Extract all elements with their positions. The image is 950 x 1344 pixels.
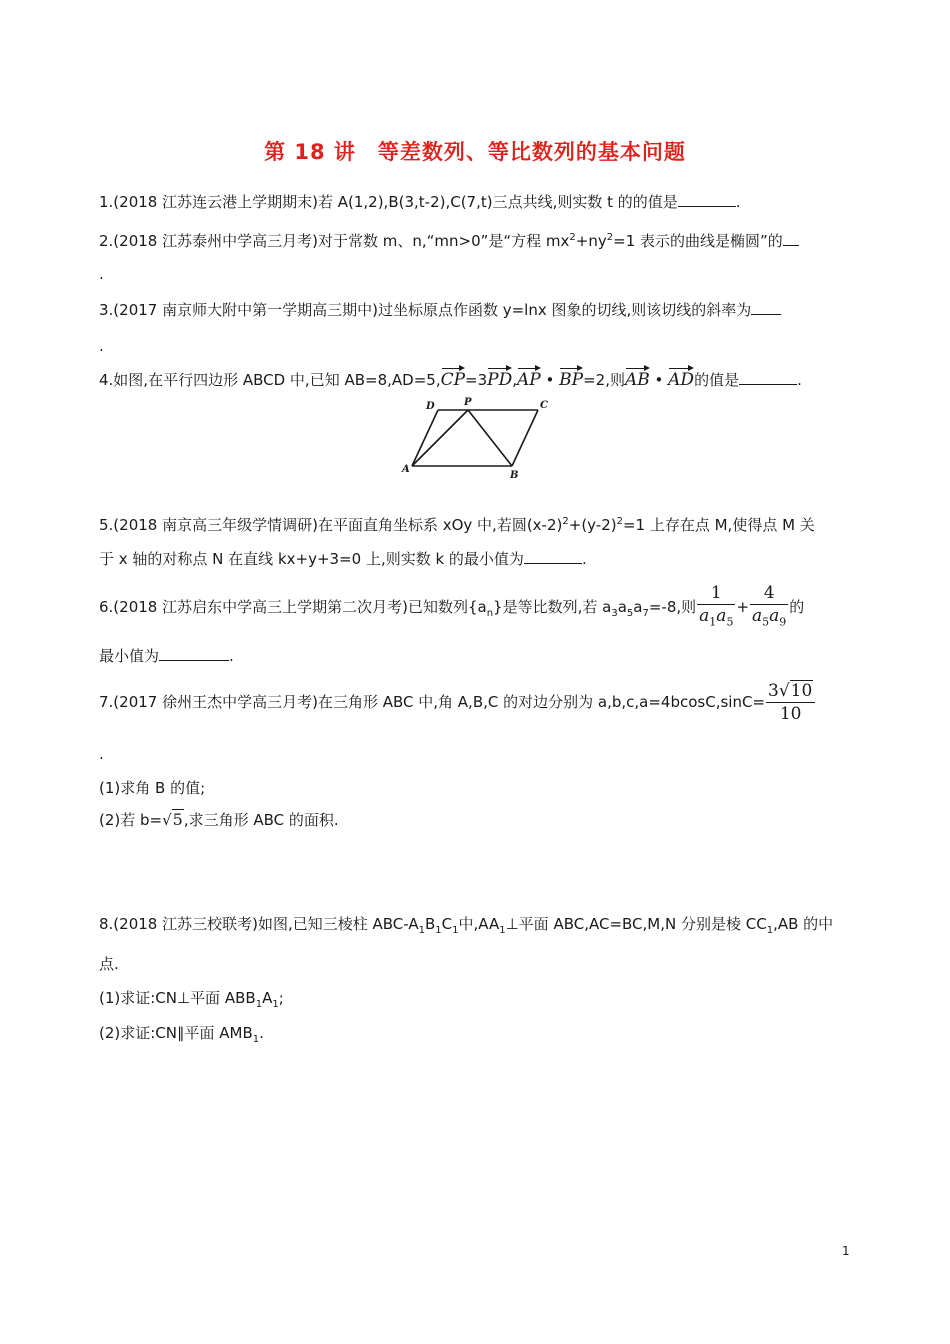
- question-7-end: .: [99, 745, 104, 763]
- parallelogram-figure: [400, 396, 560, 486]
- subscript: 1: [255, 999, 263, 1010]
- subscript: 7: [642, 608, 649, 620]
- vector-pd: PD: [487, 366, 512, 390]
- question-6-text-line-2: 最小值为: [99, 647, 160, 665]
- question-5-end: .: [581, 550, 587, 568]
- question-7-part-2: [99, 810, 339, 830]
- answer-blank: [751, 300, 781, 315]
- question-2-text-b: +ny: [575, 232, 607, 250]
- segment-pb: [468, 410, 512, 466]
- superscript: 2: [606, 232, 614, 243]
- question-8-part-1-text-c: ;: [278, 989, 284, 1007]
- dot-product: •: [540, 371, 560, 389]
- variable: a: [617, 598, 627, 617]
- question-1-end: .: [735, 193, 741, 211]
- question-7-part-1: (1)求角 B 的值;: [99, 779, 206, 797]
- subscript: 9: [779, 615, 787, 629]
- question-7-part-2-text-a: (2)若 b=: [99, 811, 163, 829]
- coefficient: 3: [768, 681, 779, 701]
- label-d: D: [426, 401, 435, 412]
- radical-sign: √: [778, 681, 790, 701]
- question-7-line-1: [99, 680, 816, 725]
- question-8-part-2: [99, 1023, 264, 1050]
- question-5-text-a: 5.(2018 南京高三年级学情调研)在平面直角坐标系 xOy 中,若圆(x-2): [99, 516, 563, 534]
- vector-ad: AD: [668, 366, 694, 390]
- variable: a: [699, 606, 710, 626]
- fraction-4-over-a5a9: [750, 582, 788, 633]
- question-8-part-1: [99, 988, 284, 1015]
- subscript: 1: [766, 925, 774, 936]
- question-8-part-1-text-b: A: [262, 989, 273, 1007]
- vector-ap: AP: [517, 366, 541, 390]
- question-8-text-d: 中,AA: [458, 915, 500, 933]
- subscript: n: [486, 608, 494, 620]
- equation-part: =2,则: [583, 371, 625, 389]
- answer-blank: [783, 231, 799, 246]
- question-1: [99, 192, 741, 212]
- subscript: 5: [626, 608, 634, 620]
- question-8-line-1: [99, 914, 833, 941]
- question-2: [99, 228, 799, 251]
- superscript: 2: [616, 516, 623, 527]
- question-8-line-2: 点.: [99, 955, 119, 973]
- question-4: [99, 366, 802, 390]
- answer-blank: [159, 646, 229, 661]
- question-1-text: 1.(2018 江苏连云港上学期期末)若 A(1,2),B(3,t-2),C(7,t)三点共线,则实数 t 的的值是: [99, 193, 678, 211]
- label-b: B: [510, 470, 519, 481]
- subscript: 1: [272, 999, 279, 1010]
- equation-part: =3: [465, 371, 488, 389]
- subscript: 1: [709, 615, 717, 629]
- variable: a: [716, 606, 727, 626]
- variable: a: [633, 598, 643, 617]
- question-5-text-line-2: 于 x 轴的对称点 N 在直线 kx+y+3=0 上,则实数 k 的最小值为: [99, 550, 524, 568]
- fraction-denominator: 10: [766, 702, 815, 725]
- vector-ab: AB: [625, 366, 650, 390]
- question-6-line-1: [99, 582, 804, 633]
- plus-sign: +: [736, 598, 750, 617]
- question-8-part-2-text-a: (2)求证:CN∥平面 AMB: [99, 1024, 253, 1042]
- question-6-text-c: =-8,则: [648, 598, 697, 617]
- fraction-numerator: 4: [763, 583, 775, 603]
- question-5-text-b: +(y-2): [568, 516, 617, 534]
- question-3-end: .: [99, 337, 104, 355]
- question-5-text-c: =1 上存在点 M,使得点 M 关: [622, 516, 815, 534]
- edge-bc: [512, 410, 538, 466]
- question-6-text-d: 的: [789, 598, 805, 617]
- answer-blank: [678, 192, 736, 207]
- question-8-part-2-text-b: .: [259, 1024, 264, 1042]
- question-3: [99, 300, 781, 320]
- label-p: P: [464, 397, 472, 408]
- question-7-text: 7.(2017 徐州王杰中学高三月考)在三角形 ABC 中,角 A,B,C 的对边分别为 a,b,c,a=4bcosC,sinC=: [99, 693, 765, 711]
- vector-cp: CP: [441, 366, 465, 390]
- dot-product: •: [649, 371, 669, 389]
- answer-blank: [524, 549, 582, 564]
- variable: a: [769, 606, 780, 626]
- label-c: C: [540, 400, 548, 411]
- subscript: 5: [726, 615, 734, 629]
- fraction-numerator: [766, 680, 815, 702]
- question-2-text-a: 2.(2018 江苏泰州中学高三月考)对于常数 m、n,“mn>0”是“方程 mx: [99, 232, 570, 250]
- question-8-part-1-text-a: (1)求证:CN⊥平面 ABB: [99, 989, 256, 1007]
- subscript: 1: [452, 925, 459, 936]
- square-root: [162, 811, 184, 829]
- subscript: 1: [435, 925, 442, 936]
- question-8-text-f: ,AB 的中: [773, 915, 834, 933]
- subscript: 5: [762, 615, 770, 629]
- comma: ,: [512, 371, 518, 389]
- page-title: 第 18 讲 等差数列、等比数列的基本问题: [264, 140, 686, 164]
- question-4-text-b: 的值是: [694, 371, 740, 389]
- question-6-line-2: [99, 646, 234, 666]
- question-2-end: .: [99, 265, 104, 283]
- radicand: 10: [790, 681, 813, 701]
- square-root: [779, 680, 813, 701]
- question-3-text: 3.(2017 南京师大附中第一学期高三期中)过坐标原点作函数 y=lnx 图象的切线,则该切线的斜率为: [99, 301, 752, 319]
- fraction-numerator: 1: [710, 583, 722, 603]
- question-6-text-a: 6.(2018 江苏启东中学高三上学期第二次月考)已知数列{a: [99, 598, 487, 617]
- question-6-end: .: [229, 647, 234, 665]
- radicand: 5: [172, 810, 183, 829]
- subscript: 1: [418, 925, 425, 936]
- question-4-text-a: 4.如图,在平行四边形 ABCD 中,已知 AB=8,AD=5,: [99, 371, 441, 389]
- answer-blank: [739, 370, 797, 385]
- question-2-text-c: =1 表示的曲线是椭圆”的: [613, 232, 783, 250]
- question-8-text-b: B: [424, 915, 436, 933]
- label-a: A: [402, 464, 410, 475]
- superscript: 2: [562, 516, 569, 527]
- question-8-text-c: C: [441, 915, 453, 933]
- fraction-denominator: [697, 604, 735, 633]
- subscript: 3: [611, 608, 618, 620]
- question-8-text-e: ⊥平面 ABC,AC=BC,M,N 分别是棱 CC: [505, 915, 767, 933]
- question-8-text-a: 8.(2018 江苏三校联考)如图,已知三棱柱 ABC-A: [99, 915, 419, 933]
- subscript: 1: [499, 925, 506, 936]
- edge-da: [412, 410, 438, 466]
- page-number: 1: [842, 1244, 850, 1258]
- question-7-part-2-text-b: ,求三角形 ABC 的面积.: [183, 811, 339, 829]
- variable: a: [752, 606, 763, 626]
- question-6-text-b: }是等比数列,若 a: [493, 598, 612, 617]
- question-5-line-2: [99, 549, 587, 569]
- fraction-denominator: [750, 604, 788, 633]
- question-5-line-1: [99, 512, 815, 535]
- question-4-end: .: [797, 371, 802, 389]
- superscript: 2: [569, 232, 576, 243]
- subscript: 1: [252, 1034, 260, 1045]
- vector-bp: BP: [559, 366, 583, 390]
- fraction-1-over-a1a5: [697, 582, 735, 633]
- fraction-3root10-over-10: [766, 680, 815, 725]
- radical-sign: √: [162, 811, 172, 829]
- segment-ap: [412, 410, 468, 466]
